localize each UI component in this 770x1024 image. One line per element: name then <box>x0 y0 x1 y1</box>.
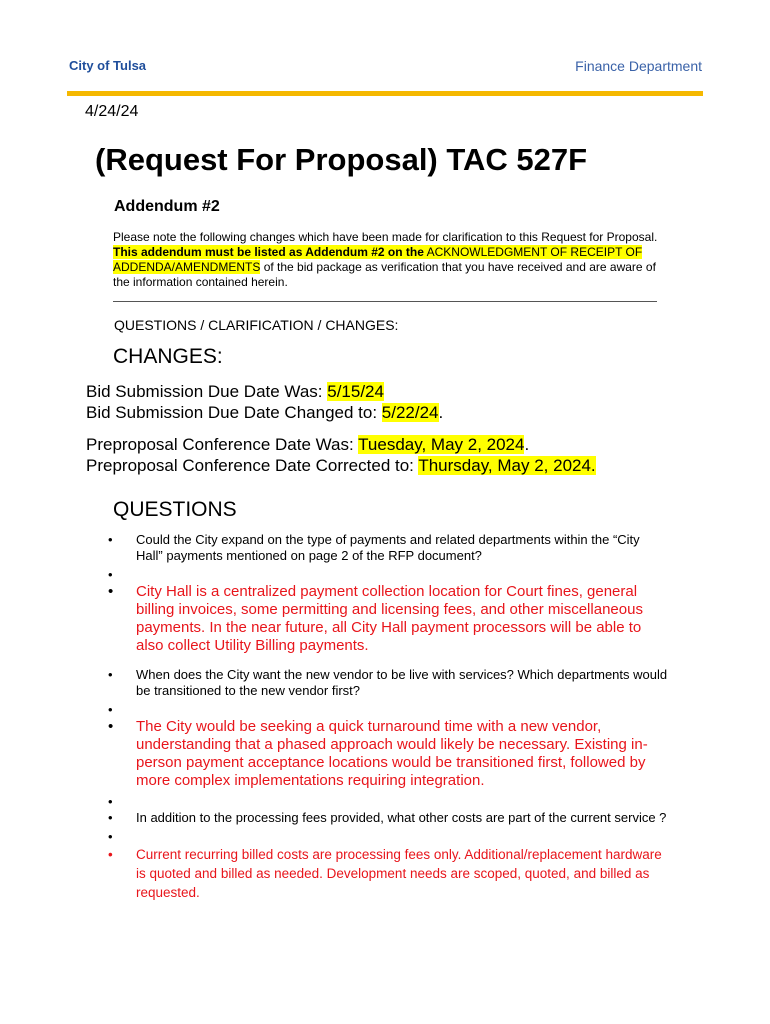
notice-text-end: of the bid package as verification that you have received and are aware of the information contained herein. <box>113 260 656 289</box>
questions-heading: QUESTIONS <box>113 498 237 521</box>
section-label: QUESTIONS / CLARIFICATION / CHANGES: <box>114 317 399 333</box>
changes-heading: CHANGES: <box>113 345 223 368</box>
addendum-notice <box>113 230 658 290</box>
answer-item: • City Hall is a centralized payment collection location for Court fines, general billing invoices, some permitting and licensing fees, and other miscellaneous payments. In the near future, all City Hall payment processors will be able to also collect Utility Billing payments. <box>108 583 668 655</box>
due-date-changed: Bid Submission Due Date Changed to: 5/22/24. <box>86 403 444 422</box>
header-org: City of Tulsa <box>69 58 147 73</box>
notice-emphasis: This addendum must be listed as Addendum #2 on the <box>113 245 424 259</box>
question-item: • Could the City expand on the type of payments and related departments within the “City Hall” payments mentioned on page 2 of the RFP document? <box>108 532 668 564</box>
changes-block <box>86 381 596 476</box>
notice-divider <box>113 301 657 302</box>
document-date: 4/24/24 <box>85 103 139 120</box>
notice-text: Please note the following changes which have been made for clarification to this Request for Proposal. <box>113 230 658 244</box>
header-department: Finance Department <box>575 58 702 74</box>
header-rule <box>67 91 703 96</box>
conference-date-corrected-value: Thursday, May 2, 2024. <box>418 456 596 475</box>
due-date-was-value: 5/15/24 <box>327 382 384 401</box>
answer-item: • Current recurring billed costs are processing fees only. Additional/replacement hardware is quoted and billed as needed. Development needs are scoped, quoted, and billed as requested. <box>108 845 668 902</box>
questions-list <box>108 532 668 902</box>
question-item: • When does the City want the new vendor to be live with services? Which departments would be transitioned to the new vendor first? <box>108 667 668 699</box>
empty-bullet <box>108 794 668 810</box>
empty-bullet <box>108 829 668 845</box>
notice-acknowledgment: ACKNOWLEDGMENT OF RECEIPT OF ADDENDA/AMENDMENTS <box>113 245 643 274</box>
due-date-was: Bid Submission Due Date Was: 5/15/24 <box>86 382 384 401</box>
conference-date-was-value: Tuesday, May 2, 2024 <box>358 435 525 454</box>
addendum-label: Addendum #2 <box>114 198 220 215</box>
empty-bullet <box>108 702 668 718</box>
conference-date-was: Preproposal Conference Date Was: Tuesday, May 2, 2024. <box>86 435 530 454</box>
due-date-changed-value: 5/22/24 <box>381 403 439 422</box>
document-title: (Request For Proposal) TAC 527F <box>95 142 588 177</box>
question-item: • In addition to the processing fees provided, what other costs are part of the current service ? <box>108 810 668 826</box>
conference-date-corrected: Preproposal Conference Date Corrected to: Thursday, May 2, 2024. <box>86 456 596 475</box>
answer-item: • The City would be seeking a quick turnaround time with a new vendor, understanding that a phased approach would likely be necessary. Existing in-person payment acceptance locations would be transitioned first, followed by more complex implementations requiring integration. <box>108 718 668 790</box>
empty-bullet <box>108 567 668 583</box>
